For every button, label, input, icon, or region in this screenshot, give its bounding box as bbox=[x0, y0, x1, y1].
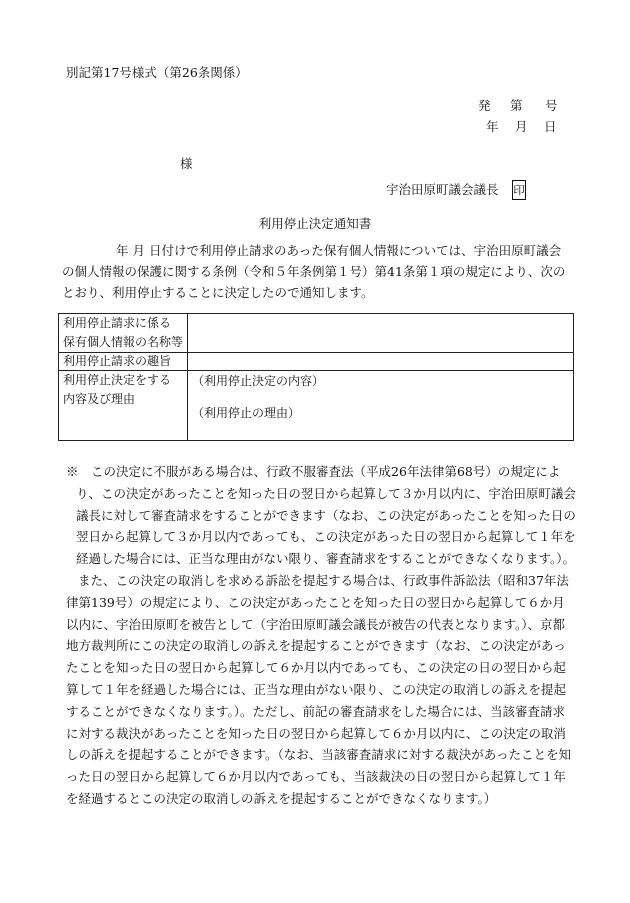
note-appeal bbox=[66, 461, 576, 570]
addressee-honorific: 様 bbox=[180, 156, 193, 171]
notes-section bbox=[66, 461, 576, 810]
body-paragraph-block bbox=[62, 240, 566, 303]
row-value bbox=[188, 314, 574, 353]
row-label-line: 利用停止決定をする bbox=[63, 373, 172, 387]
year-label: 年 bbox=[486, 119, 499, 134]
note-lawsuit: また、この決定の取消しを求める訴訟を提起する場合は、行政事件訴訟法（昭和37年法律第139号）の規定により、この決定があったことを知った日の翌日から起算して６か月以内に、宇治田原町を被告として（宇治田原町議会議長が被告の代表となります。）、京都地方裁判所にこの決定の取消しの訴えを提起することができます（なお、この決定があったことを知った日の翌日から起算して６か月以内であっても、この決定の日の翌日から起算して１年を経過した場合には、正当な理由がない限り、この決定の取消しの訴えを提起することができなくなります。）。ただし、前記の審査請求をした場合には、当該審査請求に対する裁決があったことを知った日の翌日から起算して６か月以内に、この決定の取消しの訴えを提起することができます。（なお、当該審査請求に対する裁決があったことを知った日の翌日から起算して６か月以内であっても、当該裁決の日の翌日から起算して１年を経過するとこの決定の取消しの訴えを提起することができなくなります。） bbox=[66, 572, 572, 806]
row-label-line: 内容及び理由 bbox=[63, 392, 136, 406]
row-label bbox=[59, 371, 188, 441]
note-mark: ※ bbox=[66, 464, 79, 479]
row-value bbox=[188, 371, 574, 441]
seal-mark: 印 bbox=[512, 180, 526, 200]
table-row bbox=[59, 371, 574, 441]
number-suffix: 号 bbox=[545, 98, 558, 113]
issue-label: 発 bbox=[478, 98, 491, 113]
note-appeal-text: この決定に不服がある場合は、行政不服審査法（平成26年法律第68号）の規定により、この決定があったことを知った日の翌日から起算して３か月以内に、宇治田原町議会議長に対して審査請求をすることができます（なお、この決定があったことを知った日の翌日から起算して３か月以内であっても、この決定があった日の翌日から起算して１年を経過した場合には、正当な理由がない限り、審査請求をすることができなくなります。）。 bbox=[76, 464, 576, 567]
table-row bbox=[59, 314, 574, 353]
row-label-line: 利用停止請求に係る bbox=[63, 316, 172, 330]
decision-reason-heading: （利用停止の理由） bbox=[192, 406, 301, 420]
table-row bbox=[59, 353, 574, 371]
decision-table bbox=[58, 313, 574, 441]
issuer-name: 宇治田原町議会議長 bbox=[386, 182, 499, 197]
day-label: 日 bbox=[544, 119, 557, 134]
form-identifier: 別記第17号様式（第26条関係） bbox=[66, 65, 248, 80]
decision-content-heading: （利用停止決定の内容） bbox=[192, 374, 325, 388]
body-paragraph: 年 月 日付けで利用停止請求のあった保有個人情報については、宇治田原町議会の個人情報の保護に関する条例（令和５年条例第１号）第41条第１項の規定により、次のとおり、利用停止することに決定したので通知します。 bbox=[62, 243, 566, 300]
row-value bbox=[188, 353, 574, 371]
row-label-line: 保有個人情報の名称等 bbox=[63, 335, 184, 349]
month-label: 月 bbox=[515, 119, 528, 134]
row-label bbox=[59, 314, 188, 353]
row-label: 利用停止請求の趣旨 bbox=[59, 353, 188, 371]
number-label: 第 bbox=[510, 98, 523, 113]
document-title: 利用停止決定通知書 bbox=[258, 216, 372, 231]
